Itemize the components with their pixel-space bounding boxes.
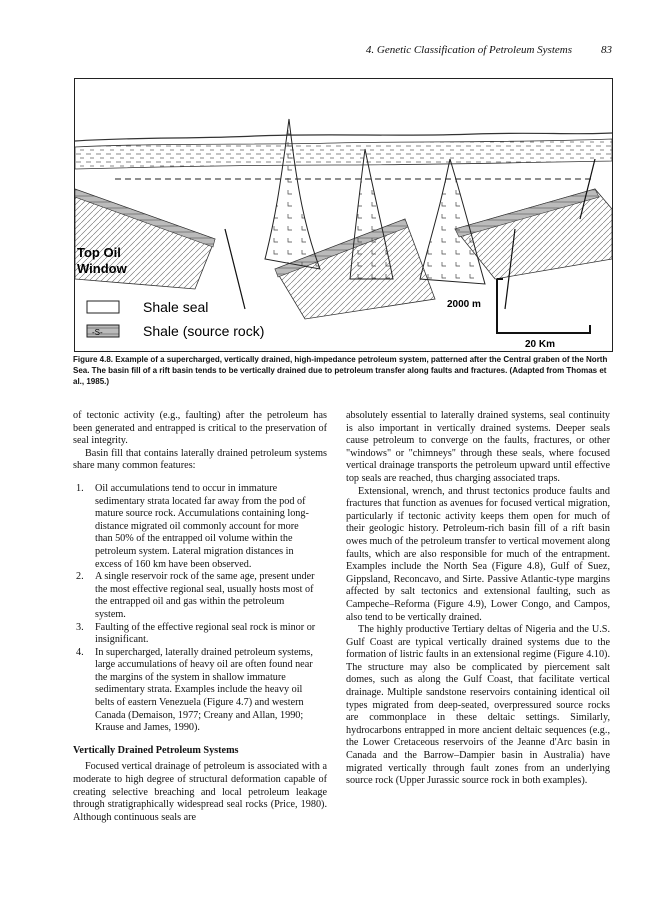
list-item: 3. Faulting of the effective regional seal rock is minor or insignificant. (76, 621, 316, 646)
salt-diapir-right (420, 159, 485, 284)
cross-section-diagram (75, 79, 612, 351)
shale-layer-1 (75, 139, 612, 169)
list-item: 1. Oil accumulations tend to occur in immature sedimentary strata located far away from the pod of mature source rock. Accumulations containing long-distance migrated oil commonly account for more than 50% of the entrapped oil volume within the petroleum system. Lateral migration distances in excess of 160 km have been observed. (76, 482, 309, 570)
paragraph: Focused vertical drainage of petroleum is associated with a moderate to high degree of structural deformation capable of creating selective breaching and local petroleum leakage through stratigraphically widespread seal rocks (Price, 1980). Although continuous seals are (73, 761, 327, 823)
running-header (0, 44, 660, 60)
paragraph: Basin fill that contains laterally drained petroleum systems share many common features: (73, 447, 327, 472)
legend-swatch-symbol: -S- (92, 328, 103, 337)
running-title: 4. Genetic Classification of Petroleum Systems (365, 44, 572, 56)
page-number: 83 (601, 44, 612, 56)
paragraph: Extensional, wrench, and thrust tectonics produce faults and fractures that function as avenues for focused vertical migration, particularly if tectonic activity keeps them open for much of their geologic history. Petroleum-rich basin fill of a rift basin owes much of the petroleum transfer to vertical movement along faults, which are also responsible for much of the entrapment. Examples include the North Sea (Figure 4.8), Gulf of Suez, Gippsland, Reconcavo, and Sirte. Passive Atlantic-type margins affected by salt tectonics and extensional faulting, such as Campeche–Reforma (Figure 4.9), Lower Congo, and Campos, also tend to be vertically drained. (346, 485, 610, 623)
paragraph: absolutely essential to laterally drained systems, seal continuity is also important in vertically drained systems. Deeper seals cause petroleum to converge on the faults, fractures, or other "windows" or "chimneys" through these seals, where focused vertical drainage transports the petroleum upward until effective top seals are reached, thus charging associated traps. (346, 410, 610, 484)
scale-horizontal-label: 20 Km (525, 339, 556, 350)
window-label: Window (77, 261, 127, 276)
top-oil-label: Top Oil (77, 245, 121, 260)
figure-4-8 (74, 78, 613, 352)
right-column (346, 410, 610, 788)
paragraph: The highly productive Tertiary deltas of Nigeria and the U.S. Gulf Coast are typical vertically drained systems due to the formation of listric faults in an extensional regime (Figure 4.10). The structure may also be complicated by piercement salt domes, such as along the Gulf Coast, that facilitate vertical drainage. Multiple sandstone reservoirs containing identical oil types migrated from deep-seated, overpressured source rocks are commonplace in these deltaic settings. Similarly, hydrocarbons entrapped in more ancient deltaic sequences (e.g., the Lower Cretaceous reservoirs of the Jeanne d'Arc basin in Canada and the Barrow–Dampier basin in Australia) have migrated vertically through fault zones from an underlying source rock (Upper Jurassic source rock in both examples). (346, 624, 610, 787)
legend-label-shale-seal: Shale seal (143, 299, 209, 315)
paragraph: of tectonic activity (e.g., faulting) after the petroleum has been generated and entrapped is critical to the preservation of seal integrity. (73, 410, 327, 447)
sea-bed-line (75, 133, 612, 141)
legend-label-shale-source: Shale (source rock) (143, 323, 265, 339)
left-column (73, 410, 327, 824)
features-list (73, 483, 327, 735)
scale-vertical-label: 2000 m (447, 299, 481, 310)
upper-strata (75, 79, 612, 119)
legend-swatch-shale-seal (87, 301, 119, 313)
scale-bar (497, 279, 590, 333)
fault-line-1 (225, 229, 245, 309)
salt-diapir-left (265, 119, 320, 269)
section-heading: Vertically Drained Petroleum Systems (73, 744, 239, 756)
list-item: 2. A single reservoir rock of the same age, present under the most effective regional seal, usually hosts most of the entrapped oil and gas within the petroleum system. (76, 571, 315, 620)
list-item: 4. In supercharged, laterally drained petroleum systems, large accumulations of heavy oil are often found near the margins of the system in shallow immature sedimentary strata. Examples include the heavy oil belts of eastern Venezuela (Figure 4.7) and western Canada (Demaison, 1977; Creany and Allan, 1990; Krause and James, 1990). (76, 646, 313, 734)
figure-caption: Figure 4.8. Example of a supercharged, vertically drained, high-impedance petroleum system, patterned after the Central graben of the North Sea. The basin fill of a rift basin tends to be vertically drained due to petroleum transfer along faults and fractures. (Adapted from Thomas et al., 1985.) (73, 355, 608, 386)
salt-diapir-center (350, 149, 393, 279)
